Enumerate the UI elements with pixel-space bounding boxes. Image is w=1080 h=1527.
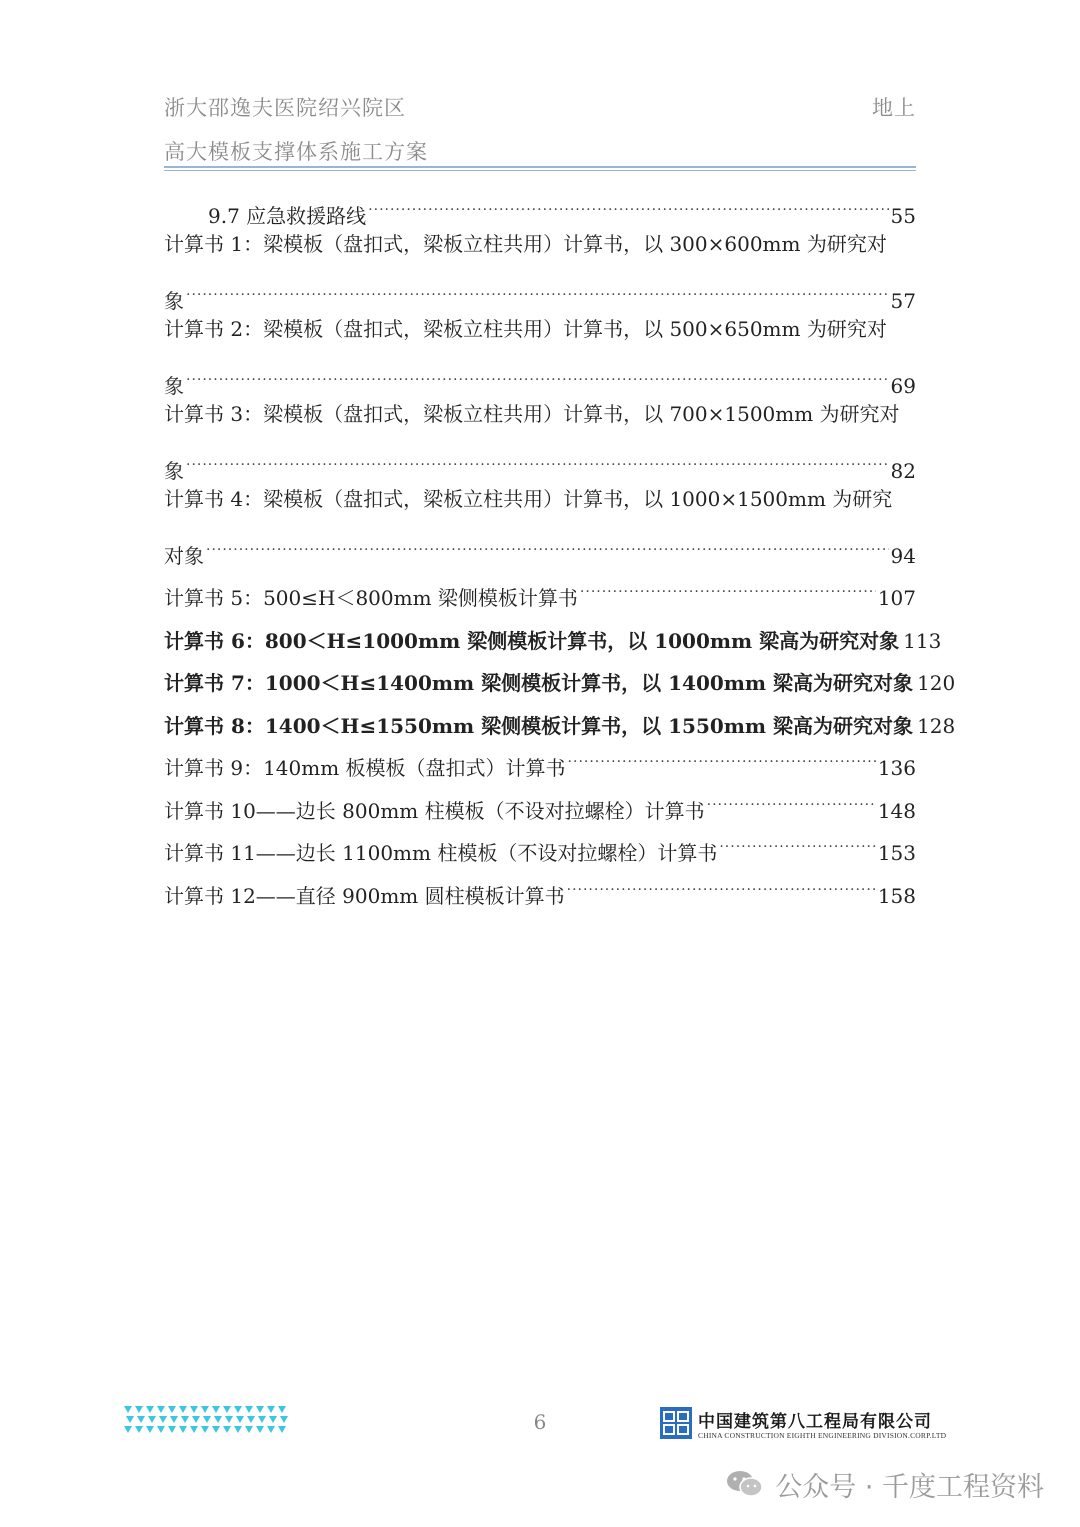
toc-entry-title: 计算书 4：梁模板（盘扣式，梁板立柱共用）计算书，以 1000×1500mm 为研究 xyxy=(164,486,893,511)
toc-page-number: 55 xyxy=(890,203,916,228)
toc-entry-title: 计算书 2：梁模板（盘扣式，梁板立柱共用）计算书，以 500×650mm 为研究对 xyxy=(164,316,887,341)
toc-page-number: 120 xyxy=(917,671,956,695)
toc-entry-title: 计算书 11——边长 1100mm 柱模板（不设对拉螺栓）计算书 xyxy=(164,841,718,865)
toc-entry-title: 计算书 3：梁模板（盘扣式，梁板立柱共用）计算书，以 700×1500mm 为研究对 xyxy=(164,401,900,426)
toc-leader-dots xyxy=(186,350,889,393)
toc-entry[interactable] xyxy=(164,180,916,228)
toc-entry-title-cont: 象 xyxy=(164,288,184,313)
toc-entry-title-cont: 象 xyxy=(164,458,184,483)
table-of-contents xyxy=(164,180,956,908)
toc-entry-continuation[interactable] xyxy=(164,265,916,313)
toc-leader-dots xyxy=(186,265,889,308)
toc-entry[interactable] xyxy=(164,393,916,436)
toc-page-number: 113 xyxy=(903,628,942,653)
toc-leader-dots xyxy=(719,818,875,861)
toc-page-number: 82 xyxy=(890,458,916,483)
toc-page-number: 153 xyxy=(877,841,916,865)
watermark xyxy=(725,1464,1044,1504)
toc-page-number: 148 xyxy=(877,798,916,823)
header-rule xyxy=(164,166,916,168)
watermark-text: 公众号 · 千度工程资料 xyxy=(775,1471,1044,1503)
toc-entry-title: 计算书 1：梁模板（盘扣式，梁板立柱共用）计算书，以 300×600mm 为研究对 xyxy=(164,231,887,256)
toc-entry-title: 计算书 6：800＜H≤1000mm 梁侧模板计算书，以 1000mm 梁高为研究对象 xyxy=(164,628,900,653)
toc-leader-dots xyxy=(580,563,876,606)
page-number: 6 xyxy=(533,1410,547,1434)
toc-page-number: 94 xyxy=(890,543,916,568)
toc-leader-dots xyxy=(368,180,888,223)
toc-entry-continuation[interactable] xyxy=(164,435,916,483)
company-logo xyxy=(660,1405,965,1445)
toc-entry-title: 9.7 应急救援路线 xyxy=(208,203,367,228)
toc-entry[interactable] xyxy=(164,563,916,610)
wechat-icon xyxy=(725,1469,765,1499)
toc-entry[interactable] xyxy=(164,478,916,521)
toc-leader-dots xyxy=(568,733,876,776)
cscec-logo-icon xyxy=(660,1407,692,1439)
toc-entry-title: 计算书 10——边长 800mm 柱模板（不设对拉螺栓）计算书 xyxy=(164,798,705,823)
toc-leader-dots xyxy=(206,520,889,563)
toc-page-number: 107 xyxy=(877,586,916,610)
toc-entry-title: 计算书 7：1000＜H≤1400mm 梁侧模板计算书，以 1400mm 梁高为研究对象 xyxy=(164,671,914,695)
toc-leader-dots xyxy=(707,775,876,818)
company-name-en: CHINA CONSTRUCTION EIGHTH ENGINEERING DIVISION.CORP.LTD xyxy=(698,1431,947,1440)
toc-leader-dots xyxy=(186,435,889,478)
toc-entry[interactable] xyxy=(164,223,916,266)
toc-entry-title-cont: 象 xyxy=(164,373,184,398)
toc-page-number: 158 xyxy=(877,883,916,908)
toc-page-number: 69 xyxy=(890,373,916,398)
toc-entry-title-cont: 对象 xyxy=(164,543,204,568)
toc-leader-dots xyxy=(567,860,876,903)
toc-entry-title: 计算书 12——直径 900mm 圆柱模板计算书 xyxy=(164,883,565,908)
header-project-name: 浙大邵逸夫医院绍兴院区 xyxy=(164,96,406,120)
company-name-cn: 中国建筑第八工程局有限公司 xyxy=(698,1412,932,1432)
toc-page-number: 128 xyxy=(917,713,956,738)
toc-entry-title: 计算书 5：500≤H＜800mm 梁侧模板计算书 xyxy=(164,586,578,610)
toc-page-number: 57 xyxy=(890,288,916,313)
toc-entry[interactable] xyxy=(164,308,916,351)
page-header xyxy=(164,86,916,172)
toc-entry-continuation[interactable] xyxy=(164,350,916,398)
header-document-title: 高大模板支撑体系施工方案 xyxy=(164,140,428,164)
toc-entry-title: 计算书 9：140mm 板模板（盘扣式）计算书 xyxy=(164,756,566,780)
toc-entry-title: 计算书 8：1400＜H≤1550mm 梁侧模板计算书，以 1550mm 梁高为研究对象 xyxy=(164,713,914,738)
header-rule-thin xyxy=(164,170,916,171)
toc-entry-continuation[interactable] xyxy=(164,520,916,568)
header-section: 地上 xyxy=(872,96,916,120)
toc-page-number: 136 xyxy=(877,756,916,780)
